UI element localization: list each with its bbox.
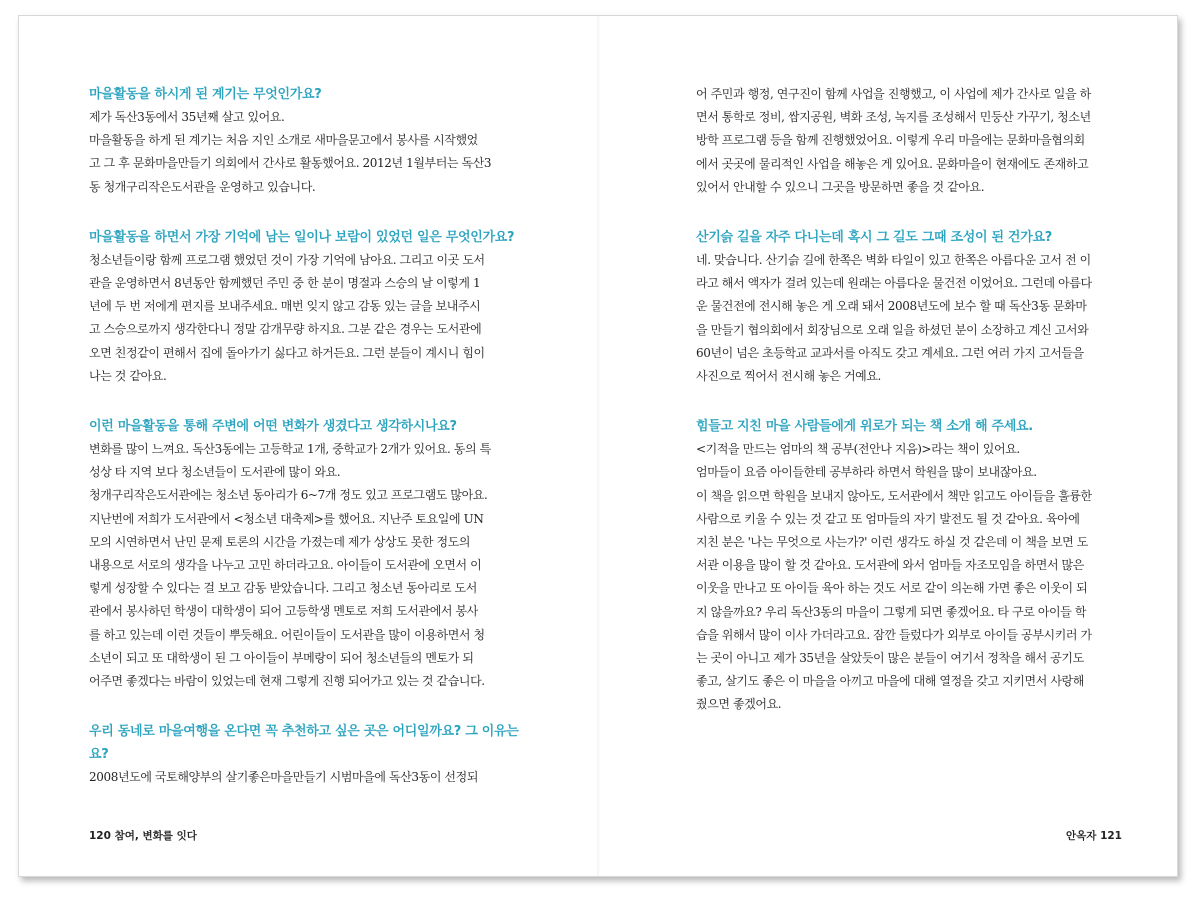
interview-question: 산기슭 길을 자주 다니는데 혹시 그 길도 그때 조성이 된 건가요? xyxy=(696,230,1052,246)
answer-line: 줬으면 좋겠어요. xyxy=(696,697,782,712)
answer-line: 관에서 봉사하던 학생이 대학생이 되어 고등학생 멘토로 저희 도서관에서 봉사 xyxy=(89,604,478,619)
answer-line: 습을 위해서 많이 이사 가더라고요. 잠깐 들렀다가 외부로 아이들 공부시키러 가 xyxy=(696,627,1092,642)
answer-line: 이 책을 읽으면 학원을 보내지 않아도, 도서관에서 책만 읽고도 아이들을 훌륭한 xyxy=(696,488,1092,503)
answer-line: 네. 맞습니다. 산기슭 길에 한쪽은 벽화 타일이 있고 한쪽은 아름다운 고서 전 이 xyxy=(696,253,1091,268)
answer-line: 지친 분은 '나는 무엇으로 사는가?' 이런 생각도 하실 것 같은데 이 책을 보면 도 xyxy=(696,535,1088,550)
answer-paragraph xyxy=(89,766,527,789)
answer-line: 운 물건전에 전시해 놓은 게 오래 돼서 2008년도에 보수 할 때 독산3동 문화마 xyxy=(696,299,1087,314)
book-spread xyxy=(18,15,1178,877)
answer-paragraph xyxy=(696,83,1134,199)
answer-line: 어 주민과 행정, 연구진이 함께 사업을 진행했고, 이 사업에 제가 간사로 일을 하 xyxy=(696,87,1091,101)
interview-question: 힘들고 지친 마을 사람들에게 위로가 되는 책 소개 해 주세요. xyxy=(696,419,1033,435)
answer-line: 이웃을 만나고 또 아이들 육아 하는 것도 서로 같이 의논해 가면 좋은 이웃이 되 xyxy=(696,581,1088,596)
answer-line: 서관 이용을 많이 할 것 같아요. 도서관에 와서 엄마들 자조모임을 하면서 많은 xyxy=(696,558,1084,573)
answer-line: 모의 시연하면서 난민 문제 토론의 시간을 가졌는데 제가 상상도 못한 정도의 xyxy=(89,534,471,549)
answer-line: 청소년들이랑 함께 프로그램 했었던 것이 가장 기억에 남아요. 그리고 이곳 도서 xyxy=(89,252,485,267)
answer-line: 렇게 성장할 수 있다는 걸 보고 감동 받았습니다. 그리고 청소년 동아리로 도서 xyxy=(89,581,477,596)
answer-paragraph xyxy=(89,249,527,388)
answer-paragraph xyxy=(696,249,1134,388)
answer-line: 면서 통학로 정비, 쌈지공원, 벽화 조성, 녹지를 조성해서 민둥산 가꾸기, 청소년 xyxy=(696,110,1091,125)
block-gap xyxy=(89,693,527,720)
interview-question: 마을활동을 하시게 된 계기는 무엇인가요? xyxy=(89,87,322,102)
answer-line: 소년이 되고 또 대학생이 된 그 아이들이 부메랑이 되어 청소년들의 멘토가 되 xyxy=(89,650,474,665)
answer-line: 고 스승으로까지 생각한다니 정말 감개무량 하지요. 그분 같은 경우는 도서관에 xyxy=(89,322,482,337)
answer-line: 있어서 안내할 수 있으니 그곳을 방문하면 좋을 것 같아요. xyxy=(696,179,985,194)
answer-line: 2008년도에 국토해양부의 살기좋은마을만들기 시범마을에 독산3동이 선정되 xyxy=(89,770,479,785)
right-page-footer: 안옥자 121 xyxy=(1065,830,1122,842)
right-page xyxy=(599,16,1179,876)
block-gap xyxy=(89,388,527,415)
right-column xyxy=(696,83,1134,717)
answer-paragraph xyxy=(89,438,527,693)
answer-line: 고 그 후 문화마을만들기 의회에서 간사로 활동했어요. 2012년 1월부터는 독산3 xyxy=(89,156,492,171)
answer-line: 지 않을까요? 우리 독산3동의 마을이 그렇게 되면 좋겠어요. 타 구로 아이들 학 xyxy=(696,604,1087,619)
answer-line: 사진으로 찍어서 전시해 놓은 거예요. xyxy=(696,369,881,384)
interview-question: 이런 마을활동을 통해 주변에 어떤 변화가 생겼다고 생각하시나요? xyxy=(89,419,457,435)
interview-question: 마을활동을 하면서 가장 기억에 남는 일이나 보람이 있었던 일은 무엇인가요? xyxy=(89,229,515,245)
answer-line: 년에 두 번 저에게 편지를 보내주세요. 매번 잊지 않고 감동 있는 글을 보내주시 xyxy=(89,299,481,314)
answer-line: 방학 프로그램 등을 함께 진행했었어요. 이렇게 우리 마을에는 문화마을협의회 xyxy=(696,133,1085,148)
answer-line: 는 곳이 아니고 제가 35년을 살았듯이 많은 분들이 여기서 정착을 해서 공기도 xyxy=(696,651,1084,666)
answer-line: 변화를 많이 느껴요. 독산3동에는 고등학교 1개, 중학교가 2개가 있어요. 동의 특 xyxy=(89,442,491,457)
block-gap xyxy=(696,388,1134,415)
answer-paragraph xyxy=(696,438,1134,716)
answer-line: 청개구리작은도서관에는 청소년 동아리가 6~7개 정도 있고 프로그램도 많아요. xyxy=(89,488,488,503)
answer-line: 좋고, 살기도 좋은 이 마을을 아끼고 마을에 대해 열정을 갖고 지키면서 사랑해 xyxy=(696,674,1084,689)
answer-line: 성상 타 지역 보다 청소년들이 도서관에 많이 와요. xyxy=(89,465,341,480)
answer-line: 사람으로 키울 수 있는 것 같고 또 엄마들의 자기 발전도 될 것 같아요. 육아에 xyxy=(696,511,1080,526)
answer-line: 지난번에 저희가 도서관에서 <청소년 대축제>를 했어요. 지난주 토요일에 UN xyxy=(89,511,484,526)
left-page xyxy=(19,16,599,876)
answer-line: 나는 것 같아요. xyxy=(89,368,167,383)
answer-line: 엄마들이 요즘 아이들한테 공부하라 하면서 학원을 많이 보내잖아요. xyxy=(696,465,1037,480)
interview-question: 우리 동네로 마을여행을 온다면 꼭 추천하고 싶은 곳은 어디일까요? 그 이유는요? xyxy=(89,724,519,763)
block-gap xyxy=(696,199,1134,226)
answer-line: 관을 운영하면서 8년동안 함께했던 주민 중 한 분이 명절과 스승의 날 이렇게 1 xyxy=(89,276,481,291)
answer-line: 제가 독산3동에서 35년째 살고 있어요. xyxy=(89,110,285,124)
left-column xyxy=(89,83,527,789)
answer-line: 에서 곳곳에 물리적인 사업을 해놓은 게 있어요. 문화마을이 현재에도 존재하고 xyxy=(696,156,1089,171)
answer-paragraph xyxy=(89,106,527,199)
answer-line: 를 하고 있는데 이런 것들이 뿌듯해요. 어린이들이 도서관을 많이 이용하면서 청 xyxy=(89,627,485,642)
answer-line: 오면 친정같이 편해서 집에 돌아가기 싫다고 하거든요. 그런 분들이 계시니 힘이 xyxy=(89,345,485,360)
answer-line: 라고 해서 액자가 걸려 있는데 원래는 아름다운 물건전 이었어요. 그런데 아름다 xyxy=(696,276,1092,291)
answer-line: 60년이 넘은 초등학교 교과서를 아직도 갖고 계세요. 그런 여러 가지 고서들을 xyxy=(696,345,1084,360)
left-page-footer: 120 참여, 변화를 잇다 xyxy=(89,830,197,842)
answer-line: 을 만들기 협의회에서 회장님으로 오래 일을 하셨던 분이 소장하고 계신 고서와 xyxy=(696,322,1089,337)
answer-line: 동 청개구리작은도서관을 운영하고 있습니다. xyxy=(89,179,316,194)
answer-line: <기적을 만드는 엄마의 책 공부(전안나 지음)>라는 책이 있어요. xyxy=(696,442,1020,457)
block-gap xyxy=(89,199,527,226)
answer-line: 마을활동을 하게 된 계기는 처음 지인 소개로 새마을문고에서 봉사를 시작했었 xyxy=(89,133,478,148)
answer-line: 어주면 좋겠다는 바람이 있었는데 현재 그렇게 진행 되어가고 있는 것 같습니다. xyxy=(89,674,485,689)
answer-line: 내용으로 서로의 생각을 나누고 고민 하더라고요. 아이들이 도서관에 오면서 이 xyxy=(89,558,482,573)
